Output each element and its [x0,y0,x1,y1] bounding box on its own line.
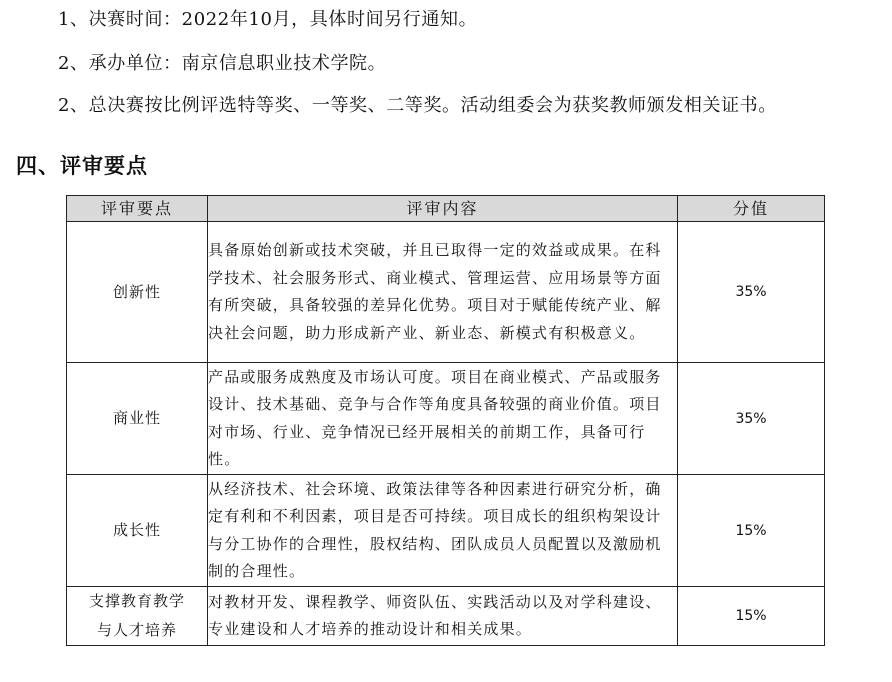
row-score: 15% [678,475,825,587]
row-criterion-line: 与人才培养 [96,621,177,639]
table-row [67,475,825,587]
row-criterion: 创新性 [67,222,208,363]
header-criterion: 评审要点 [67,196,208,222]
paragraph-organizer: 2、承办单位：南京信息职业技术学院。 [58,53,387,74]
row-score: 35% [678,222,825,363]
header-content: 评审内容 [208,196,678,222]
row-content: 具备原始创新或技术突破，并且已取得一定的效益或成果。在科学技术、社会服务形式、商业模式、管理运营、应用场景等方面有所突破，具备较强的差异化优势。项目对于赋能传统产业、解决社会问题，助力形成新产业、新业态、新模式有积极意义。 [208,222,678,363]
section-heading-review-points: 四、评审要点 [16,154,148,178]
row-content: 产品或服务成熟度及市场认可度。项目在商业模式、产品或服务设计、技术基础、竞争与合作等角度具备较强的商业价值。项目对市场、行业、竞争情况已经开展相关的前期工作，具备可行性。 [208,363,678,475]
row-content: 对教材开发、课程教学、师资队伍、实践活动以及对学科建设、专业建设和人才培养的推动设计和相关成果。 [208,587,678,646]
review-criteria-table [66,195,825,646]
table-row [67,587,825,646]
row-score: 35% [678,363,825,475]
row-criterion-line: 支撑教育教学 [88,592,185,610]
row-criterion [67,587,208,646]
table-header-row [67,196,825,222]
row-content: 从经济技术、社会环境、政策法律等各种因素进行研究分析，确定有利和不利因素，项目是否可持续。项目成长的组织构架设计与分工协作的合理性，股权结构、团队成员人员配置以及激励机制的合理性。 [208,475,678,587]
table-row [67,222,825,363]
header-score: 分值 [678,196,825,222]
table-row [67,363,825,475]
paragraph-awards: 2、总决赛按比例评选特等奖、一等奖、二等奖。活动组委会为获奖教师颁发相关证书。 [58,95,777,116]
row-criterion: 商业性 [67,363,208,475]
row-criterion: 成长性 [67,475,208,587]
paragraph-final-time: 1、决赛时间：2022年10月，具体时间另行通知。 [58,9,478,30]
row-score: 15% [678,587,825,646]
